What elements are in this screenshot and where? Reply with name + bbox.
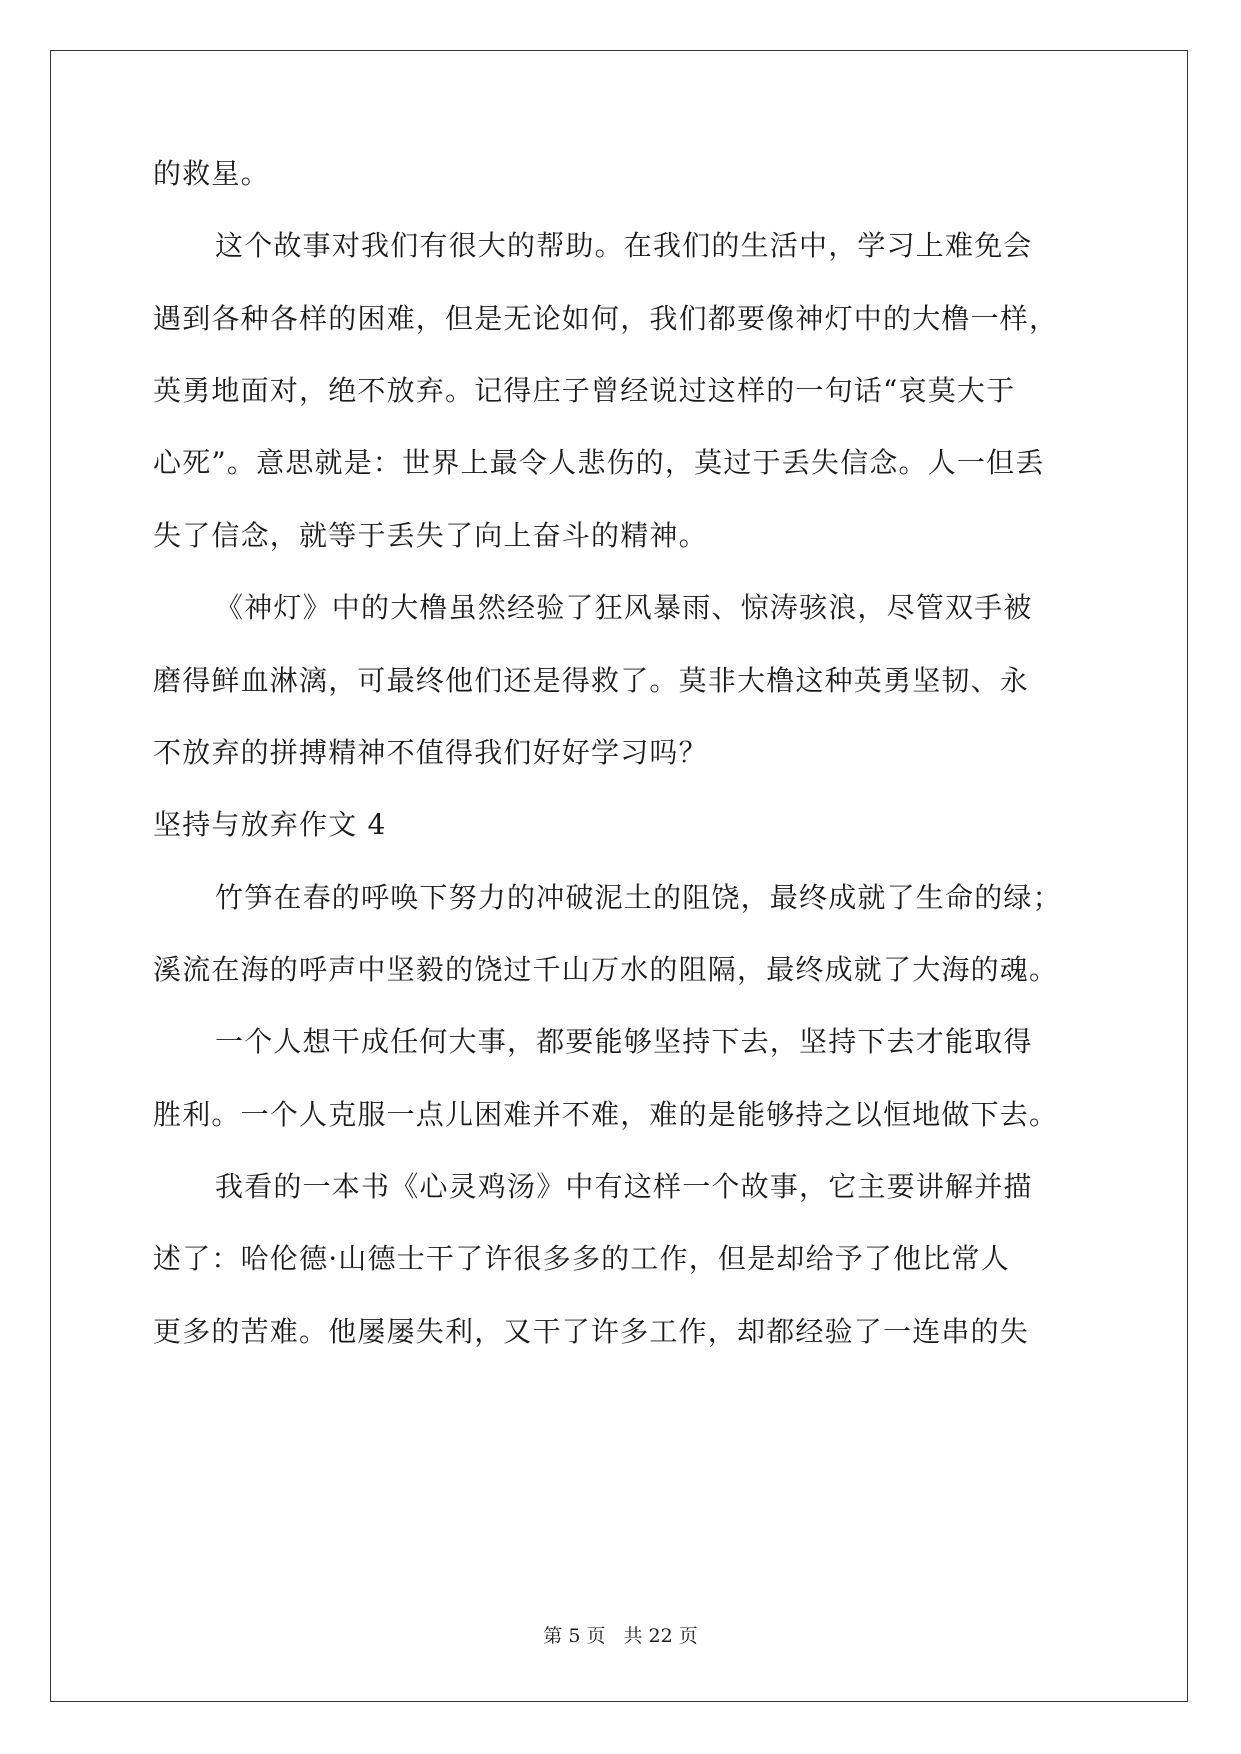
text-line: 溪流在海的呼声中坚毅的饶过千山万水的阻隔，最终成就了大海的魂。 [153,953,1059,986]
paragraph-start: 竹笋在春的呼唤下努力的冲破泥土的阻饶，最终成就了生命的绿； [215,881,1062,914]
text-line: 述了：哈伦德·山德士干了许很多多的工作，但是却给予了他比常人 [153,1242,1010,1275]
text-line: 遇到各种各样的困难，但是无论如何，我们都要像神灯中的大橹一样， [153,302,1059,335]
paragraph-start: 我看的一本书《心灵鸡汤》中有这样一个故事，它主要讲解并描 [215,1170,1033,1203]
page-border [50,50,1188,1702]
text-line: 的救星。 [153,157,270,190]
page-total: 共 22 页 [623,1625,698,1647]
text-line: 磨得鲜血淋漓，可最终他们还是得救了。莫非大橹这种英勇坚韧、永 [153,664,1030,697]
paragraph-start: 一个人想干成任何大事，都要能够坚持下去，坚持下去才能取得 [215,1025,1033,1058]
text-line: 失了信念，就等于丢失了向上奋斗的精神。 [153,519,708,552]
text-line: 不放弃的拼搏精神不值得我们好好学习吗？ [153,736,708,769]
section-heading: 坚持与放弃作文 4 [153,808,387,841]
text-line: 胜利。一个人克服一点儿困难并不难，难的是能够持之以恒地做下去。 [153,1098,1059,1131]
text-line: 心死”。意思就是：世界上最令人悲伤的，莫过于丢失信念。人一但丢 [153,446,1045,479]
paragraph-start: 《神灯》中的大橹虽然经验了狂风暴雨、惊涛骇浪，尽管双手被 [215,591,1033,624]
text-line: 更多的苦难。他屡屡失利，又干了许多工作，却都经验了一连串的失 [153,1315,1030,1348]
page-number: 第 5 页 [543,1625,606,1647]
text-line: 英勇地面对，绝不放弃。记得庄子曾经说过这样的一句话“哀莫大于 [153,374,1016,407]
paragraph-start: 这个故事对我们有很大的帮助。在我们的生活中，学习上难免会 [215,229,1033,262]
page-footer [0,1624,1241,1648]
